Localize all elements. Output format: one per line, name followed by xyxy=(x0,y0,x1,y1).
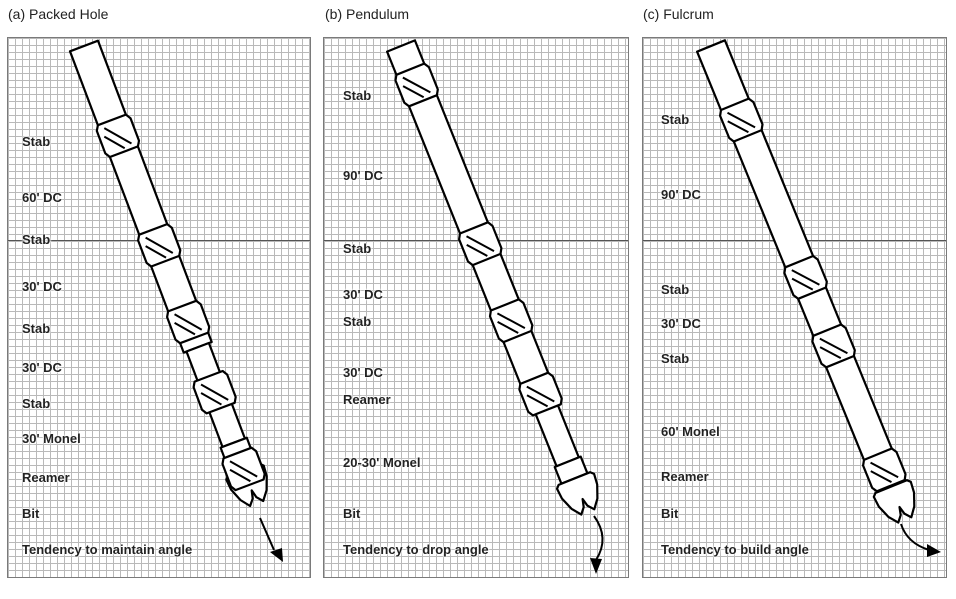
label-drill-collar: 30' DC xyxy=(22,360,62,375)
label-stab: Stab xyxy=(22,321,51,336)
label-monel: 20-30' Monel xyxy=(343,455,421,470)
drill-string-a xyxy=(8,38,311,578)
tendency-arrow xyxy=(901,524,929,550)
panel-c-title: (c) Fulcrum xyxy=(643,6,714,22)
label-stab: Stab xyxy=(343,88,372,103)
panel-a-packed-hole xyxy=(7,37,311,578)
label-stab: Stab xyxy=(343,314,372,329)
label-stab: Stab xyxy=(661,282,690,297)
label-stab: Stab xyxy=(661,112,690,127)
label-bit: Bit xyxy=(22,506,40,521)
label-tendency: Tendency to drop angle xyxy=(343,542,489,557)
panel-a-title: (a) Packed Hole xyxy=(8,6,109,22)
drill-collar xyxy=(697,40,897,472)
label-drill-collar: 30' DC xyxy=(661,316,701,331)
label-stab: Stab xyxy=(661,351,690,366)
label-stab: Stab xyxy=(22,232,51,247)
label-drill-collar: 30' DC xyxy=(22,279,62,294)
label-drill-collar: 90' DC xyxy=(661,187,701,202)
label-reamer: Reamer xyxy=(22,470,70,485)
label-reamer: Reamer xyxy=(661,469,709,484)
label-drill-collar: 60' DC xyxy=(22,190,62,205)
arrow-head-icon xyxy=(270,548,283,562)
arrow-head-icon xyxy=(590,558,602,574)
label-stab: Stab xyxy=(22,134,51,149)
drill-string-b xyxy=(324,38,629,578)
label-drill-collar: 30' DC xyxy=(343,365,383,380)
label-monel: 30' Monel xyxy=(22,431,81,446)
tendency-arrow xyxy=(260,518,274,550)
label-drill-collar: 90' DC xyxy=(343,168,383,183)
label-monel: 60' Monel xyxy=(661,424,720,439)
label-tendency: Tendency to maintain angle xyxy=(22,542,193,557)
tendency-arrow xyxy=(594,516,603,560)
label-stab: Stab xyxy=(22,396,51,411)
label-drill-collar: 30' DC xyxy=(343,287,383,302)
label-reamer: Reamer xyxy=(343,392,391,407)
label-tendency: Tendency to build angle xyxy=(661,542,809,557)
panel-b-title: (b) Pendulum xyxy=(325,6,410,22)
panel-b-pendulum xyxy=(323,37,629,578)
label-bit: Bit xyxy=(661,506,679,521)
label-stab: Stab xyxy=(343,241,372,256)
arrow-head-icon xyxy=(927,544,941,557)
panel-c-fulcrum xyxy=(642,37,947,578)
label-bit: Bit xyxy=(343,506,361,521)
